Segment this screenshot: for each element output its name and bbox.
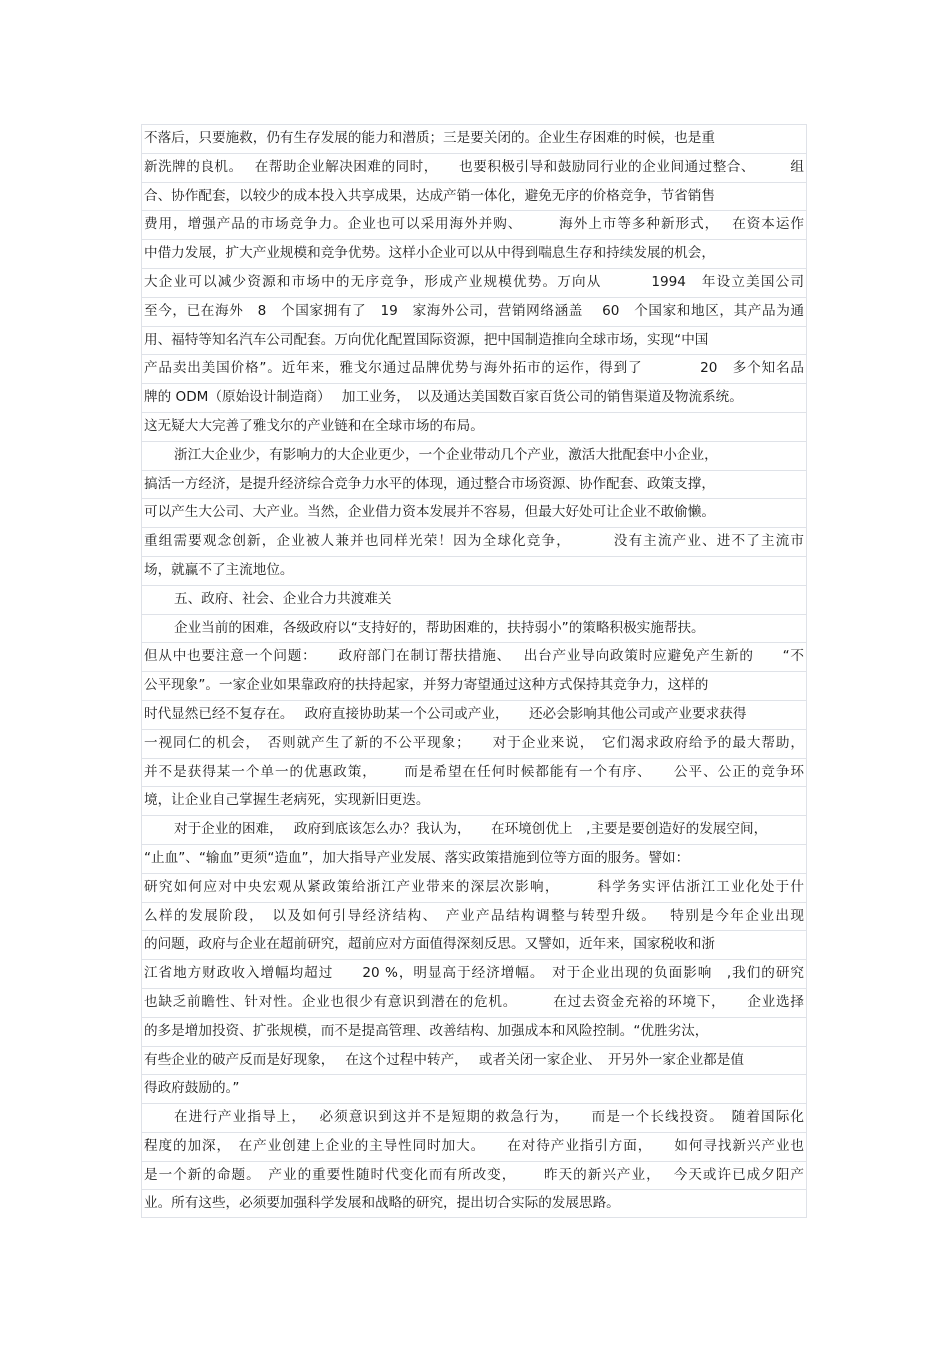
- text-line: 重组需要观念创新，企业被人兼并也同样光荣！因为全球化竞争， 没有主流产业、进不了主流市: [141, 527, 807, 556]
- text-line: 的问题，政府与企业在超前研究，超前应对方面值得深刻反思。又譬如，近年来，国家税收和浙: [141, 930, 807, 959]
- text-line: 产品卖出美国价格”。近年来，雅戈尔通过品牌优势与海外拓市的运作，得到了 20 多个知名品: [141, 354, 807, 383]
- text-line: 么样的发展阶段， 以及如何引导经济结构、 产业产品结构调整与转型升级。 特别是今年企业出现: [141, 902, 807, 931]
- text-line: 场，就赢不了主流地位。: [141, 556, 807, 585]
- text-line: 牌的 ODM（原始设计制造商） 加工业务， 以及通达美国数百家百货公司的销售渠道及物流系统。: [141, 383, 807, 412]
- text-line: 研究如何应对中央宏观从紧政策给浙江产业带来的深层次影响， 科学务实评估浙江工业化处于什: [141, 873, 807, 902]
- text-line: 大企业可以减少资源和市场中的无序竞争，形成产业规模优势。万向从 1994 年设立美国公司: [141, 268, 807, 297]
- text-line: 用、福特等知名汽车公司配套。万向优化配置国际资源，把中国制造推向全球市场，实现“中国: [141, 326, 807, 355]
- text-line: 企业当前的困难，各级政府以“支持好的，帮助困难的，扶持弱小”的策略积极实施帮扶。: [141, 614, 807, 643]
- text-line: 费用，增强产品的市场竞争力。企业也可以采用海外并购、 海外上市等多种新形式， 在资本运作: [141, 210, 807, 239]
- text-line: 得政府鼓励的。”: [141, 1074, 807, 1103]
- text-line: 在进行产业指导上， 必须意识到这并不是短期的救急行为， 而是一个长线投资。 随着国际化: [141, 1103, 807, 1132]
- text-line: 程度的加深， 在产业创建上企业的主导性同时加大。 在对待产业指引方面， 如何寻找新兴产业也: [141, 1132, 807, 1161]
- text-line: 浙江大企业少，有影响力的大企业更少，一个企业带动几个产业，激活大批配套中小企业，: [141, 441, 807, 470]
- text-line: “止血”、“输血”更须“造血”，加大指导产业发展、落实政策措施到位等方面的服务。譬如：: [141, 844, 807, 873]
- text-line: 江省地方财政收入增幅均超过 20 %，明显高于经济增幅。 对于企业出现的负面影响 ,我们的研究: [141, 959, 807, 988]
- text-line: 中借力发展，扩大产业规模和竞争优势。这样小企业可以从中得到喘息生存和持续发展的机会，: [141, 239, 807, 268]
- text-line: 有些企业的破产反而是好现象， 在这个过程中转产， 或者关闭一家企业、 开另外一家企业都是值: [141, 1046, 807, 1075]
- text-line: 可以产生大公司、大产业。当然，企业借力资本发展并不容易，但最大好处可让企业不敢偷懒。: [141, 498, 807, 527]
- text-line: 合、协作配套，以较少的成本投入共享成果，达成产销一体化，避免无序的价格竞争，节省销售: [141, 182, 807, 211]
- text-line: 五、政府、社会、企业合力共渡难关: [141, 585, 807, 614]
- text-line: 业。所有这些，必须要加强科学发展和战略的研究，提出切合实际的发展思路。: [141, 1189, 807, 1218]
- text-line: 一视同仁的机会， 否则就产生了新的不公平现象； 对于企业来说， 它们渴求政府给予的最大帮助，: [141, 729, 807, 758]
- text-line: 是一个新的命题。 产业的重要性随时代变化而有所改变， 昨天的新兴产业， 今天或许已成夕阳产: [141, 1161, 807, 1190]
- text-line: 但从中也要注意一个问题： 政府部门在制订帮扶措施、 出台产业导向政策时应避免产生新的 “不: [141, 642, 807, 671]
- text-line: 这无疑大大完善了雅戈尔的产业链和在全球市场的布局。: [141, 412, 807, 441]
- text-line: 不落后，只要施救，仍有生存发展的能力和潜质；三是要关闭的。企业生存困难的时候，也是重: [141, 124, 807, 153]
- article-body: [141, 124, 807, 1218]
- text-line: 对于企业的困难， 政府到底该怎么办？我认为， 在环境创优上 ,主要是要创造好的发展空间，: [141, 815, 807, 844]
- text-line: 新洗牌的良机。 在帮助企业解决困难的同时， 也要积极引导和鼓励同行业的企业间通过整合、 组: [141, 153, 807, 182]
- text-line: 公平现象”。一家企业如果靠政府的扶持起家，并努力寄望通过这种方式保持其竞争力，这样的: [141, 671, 807, 700]
- text-line: 也缺乏前瞻性、针对性。企业也很少有意识到潜在的危机。 在过去资金充裕的环境下， 企业选择: [141, 988, 807, 1017]
- text-line: 并不是获得某一个单一的优惠政策， 而是希望在任何时候都能有一个有序、 公平、公正的竞争环: [141, 758, 807, 787]
- text-line: 搞活一方经济，是提升经济综合竞争力水平的体现，通过整合市场资源、协作配套、政策支撑，: [141, 470, 807, 499]
- text-line: 时代显然已经不复存在。 政府直接协助某一个公司或产业， 还必会影响其他公司或产业要求获得: [141, 700, 807, 729]
- text-line: 至今，已在海外 8 个国家拥有了 19 家海外公司，营销网络涵盖 60 个国家和地区，其产品为通: [141, 297, 807, 326]
- text-line: 的多是增加投资、扩张规模，而不是提高管理、改善结构、加强成本和风险控制。“优胜劣汰，: [141, 1017, 807, 1046]
- text-line: 境，让企业自己掌握生老病死，实现新旧更迭。: [141, 786, 807, 815]
